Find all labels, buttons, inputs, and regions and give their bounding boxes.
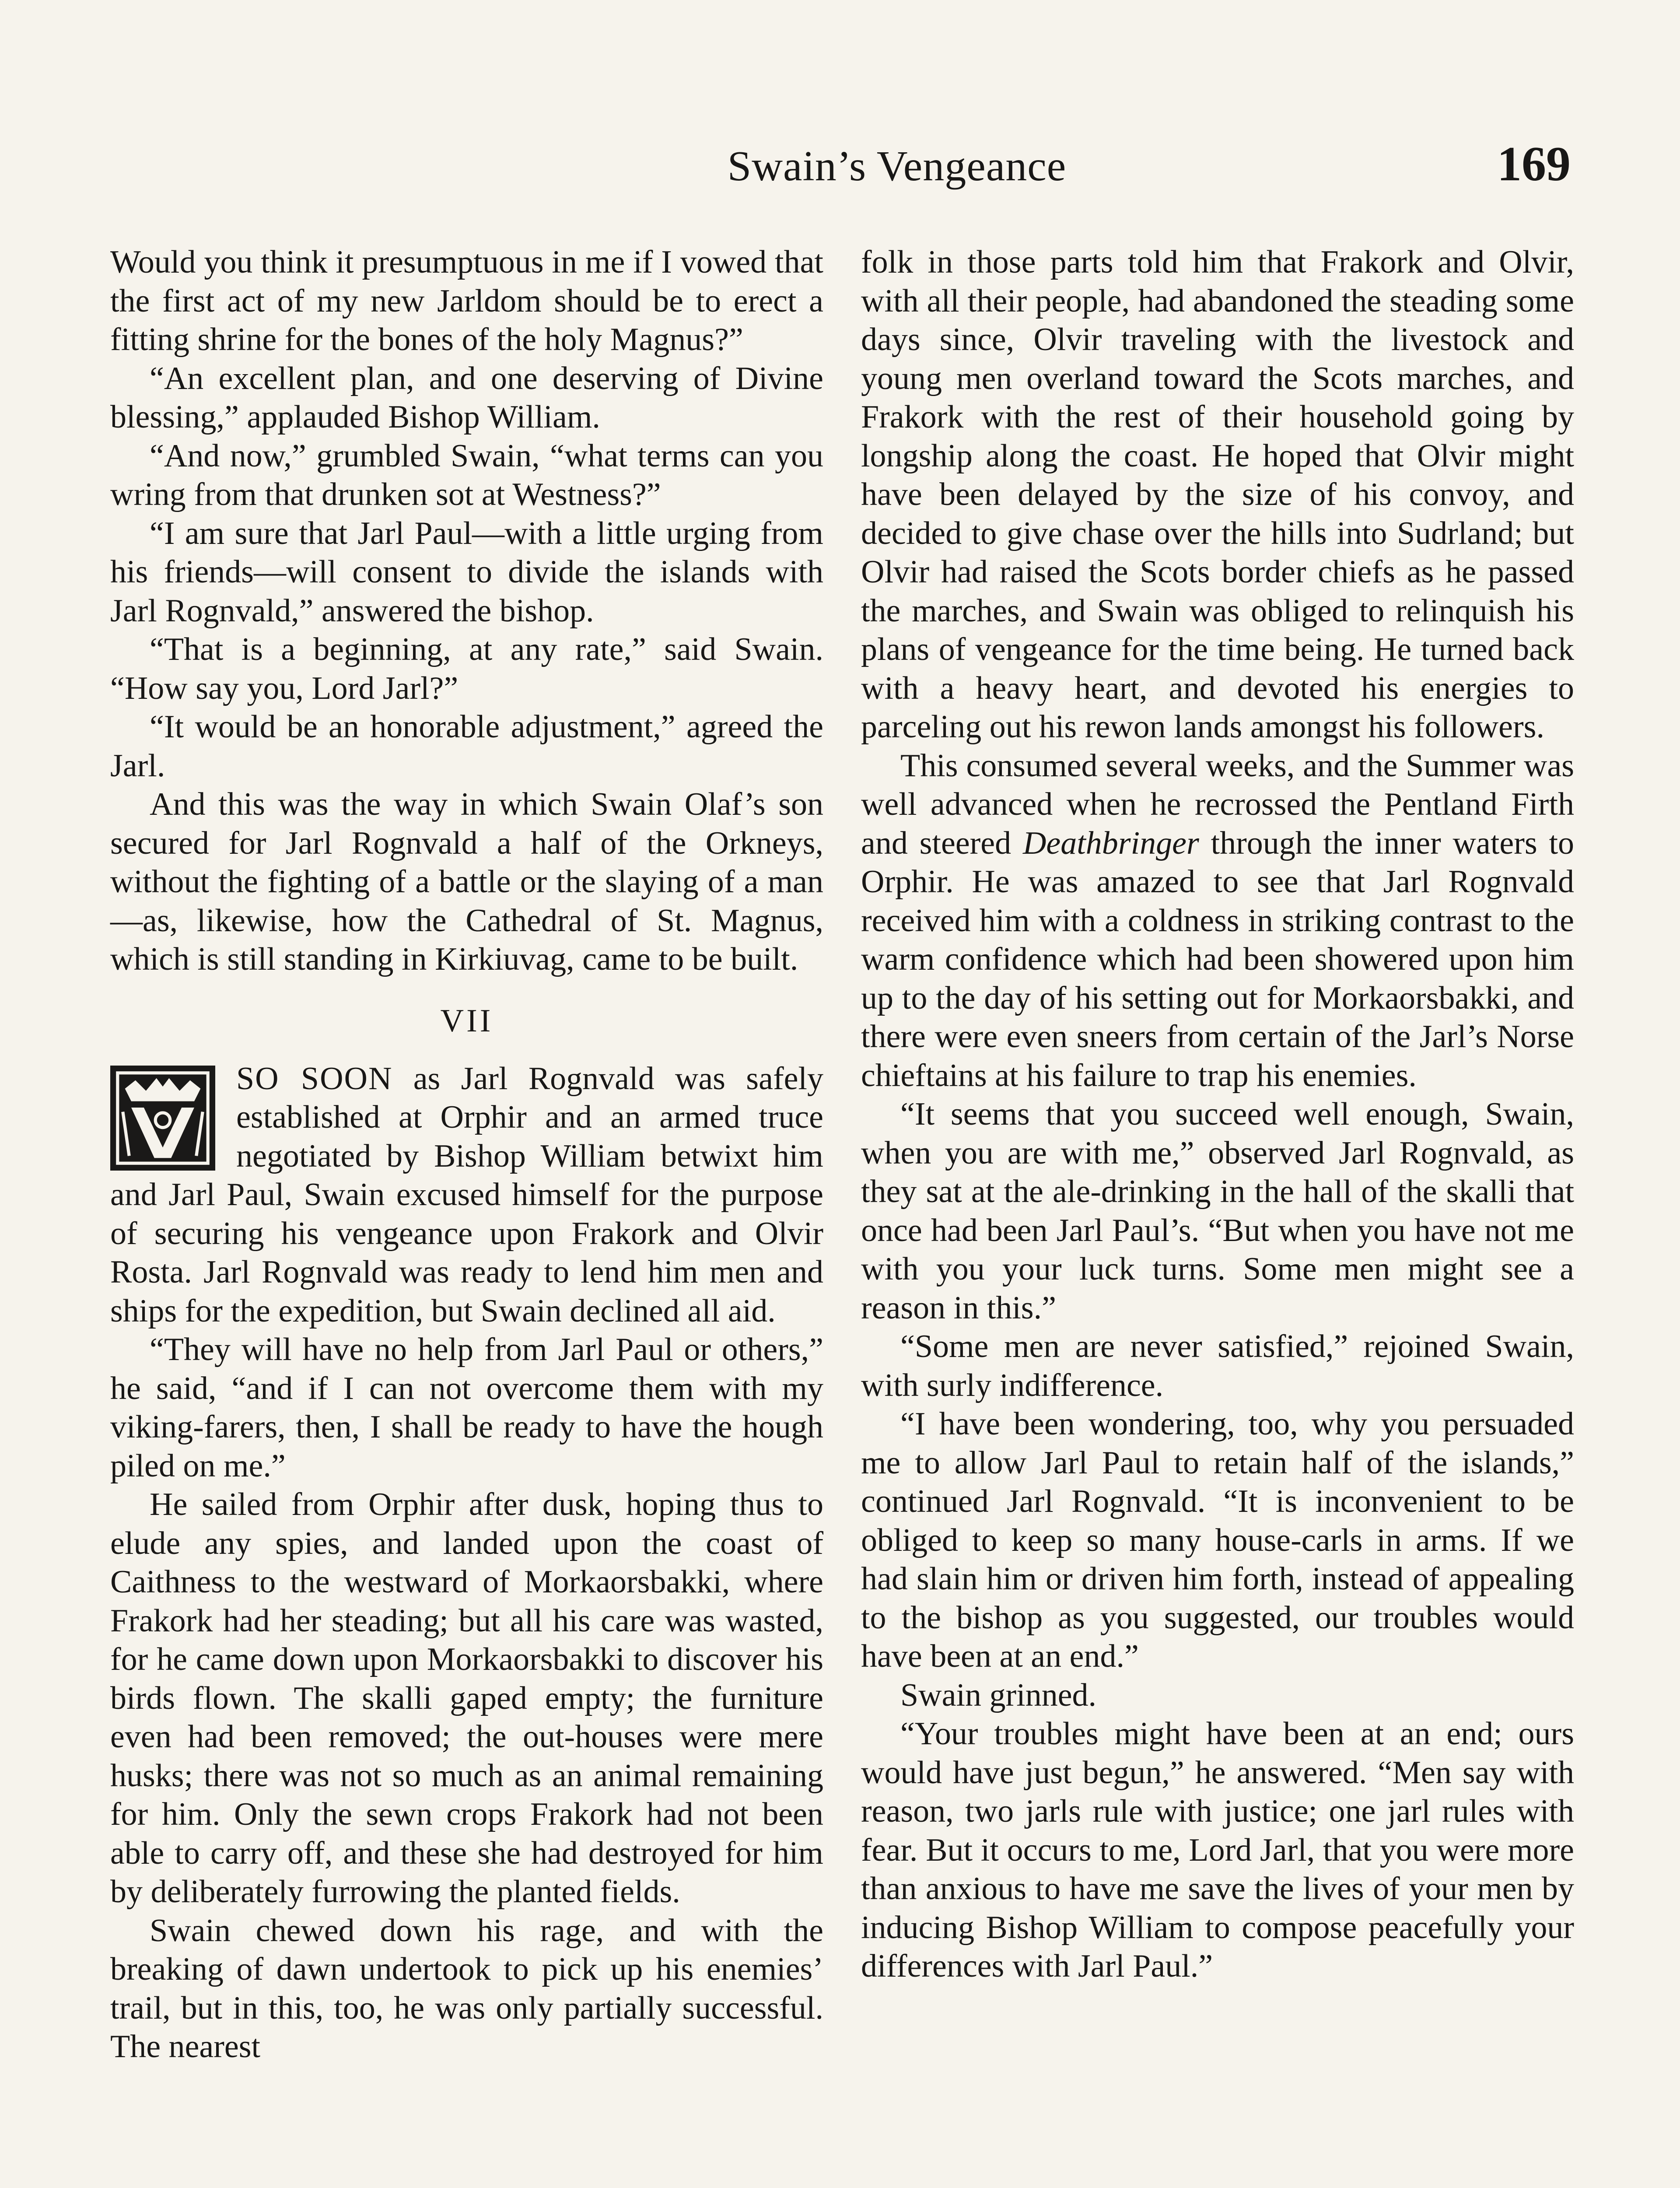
paragraph: “Your troubles might have been at an end; ours would have just begun,” he answered. “Men say with reason, two jarls rule with justice; one jarl rules with fear. But it occurs to me, Lord Jarl, that you were more than anxious to have me save the lives of your men by inducing Bishop William to compose peacefully your differences with Jarl Paul.” [861, 1716, 1574, 1984]
paragraph: “I have been wondering, too, why you persuaded me to allow Jarl Paul to retain half of the islands,” continued Jarl Rognvald. “It is inconvenient to be obliged to keep so many house-carls in arms. If we had slain him or driven him forth, instead of appealing to the bishop as you suggested, our troubles would have been at an end.” [861, 1406, 1574, 1674]
paragraph: “It seems that you succeed well enough, Swain, when you are with me,” observed Jarl Rognvald, as they sat at the ale-drinking in the hall of the skalli that once had been Jarl Paul’s. “But when you have not me with you your luck turns. Some men might see a reason in this.” [861, 1096, 1574, 1326]
paragraph: And this was the way in which Swain Olaf’s son secured for Jarl Rognvald a half of the Orkneys, without the fighting of a battle or the slaying of a man—as, likewise, how the Cathedral of St. Magnus, which is still standing in Kirkiuvag, came to be built. [110, 786, 823, 977]
section-lead-paragraph [110, 1059, 823, 1331]
paragraph: “An excellent plan, and one deserving of Divine blessing,” applauded Bishop William. [110, 360, 823, 435]
paragraph: Swain grinned. [900, 1677, 1097, 1713]
right-column [861, 243, 1574, 1986]
paragraph-text: through the inner waters to Orphir. He was amazed to see that Jarl Rognvald received him with a coldness in striking contrast to the warm confidence which had been showered upon him up to the day of his setting out for Morkaorsbakki, and there were even sneers from certain of the Jarl’s Norse chieftains at his failure to trap his enemies. [861, 825, 1575, 1094]
paragraph: Swain chewed down his rage, and with the breaking of dawn undertook to pick up his enemies’ trail, but in this, too, he was only partially successful. The nearest [110, 1912, 823, 2065]
page-number: 169 [1497, 137, 1571, 191]
running-head [109, 136, 1571, 197]
paragraph-text: This consumed several weeks, and the Summer was well advanced when he recrossed the Pentland Firth and steered [861, 747, 1574, 861]
lead-paragraph-text: as Jarl Rognvald was safely established at Orphir and an armed truce negotiated by Bishop William betwixt him and Jarl Paul, Swain excused himself for the purpose of securing his vengeance upon Frakork and Olvir Rosta. Jarl Rognvald was ready to lend him men and ships for the expedition, but Swain declined all aid. [110, 1060, 823, 1329]
decorative-initial-icon [110, 1066, 215, 1171]
lead-words: SO SOON [236, 1060, 393, 1097]
section-heading: VII [440, 1003, 494, 1039]
paragraph: He sailed from Orphir after dusk, hoping thus to elude any spies, and landed upon the coast of Caithness to the westward of Morkaorsbakki, where Frakork had her steading; but all his care was wasted, for he came down upon Morkaorsbakki to discover his birds flown. The skalli gaped empty; the furniture even had been removed; the out-houses were mere husks; there was not so much as an animal remaining for him. Only the sewn crops Frakork had not been able to carry off, and these she had destroyed for him by deliberately furrowing the planted fields. [110, 1487, 823, 1910]
paragraph: “It would be an honorable adjustment,” agreed the Jarl. [110, 709, 823, 784]
paragraph: Would you think it presumptuous in me if I vowed that the first act of my new Jarldom should be to erect a fitting shrine for the bones of the holy Magnus?” [110, 244, 823, 358]
paragraph: “I am sure that Jarl Paul—with a little urging from his friends—will consent to divide the islands with Jarl Rognvald,” answered the bishop. [110, 515, 823, 629]
paragraph: “That is a beginning, at any rate,” said Swain. “How say you, Lord Jarl?” [110, 631, 823, 706]
paragraph [861, 747, 1574, 1095]
paragraph: “And now,” grumbled Swain, “what terms can you wring from that drunken sot at Westness?” [110, 438, 823, 512]
running-title: Swain’s Vengeance [727, 143, 1067, 190]
paragraph: folk in those parts told him that Frakork and Olvir, with all their people, had abandoned the steading some days since, Olvir traveling with the livestock and young men overland toward the Scots marches, and Frakork with the rest of their household going by longship along the coast. He hoped that Olvir might have been delayed by the size of his convoy, and decided to give chase over the hills into Sudrland; but Olvir had raised the Scots border chiefs as he passed the marches, and Swain was obliged to relinquish his plans of vengeance for the time being. He turned back with a heavy heart, and devoted his energies to parceling out his rewon lands amongst his followers. [861, 244, 1574, 745]
paragraph: “Some men are never satisfied,” rejoined Swain, with surly indifference. [861, 1329, 1574, 1403]
left-column [110, 243, 823, 2066]
paragraph: “They will have no help from Jarl Paul or others,” he said, “and if I can not overcome them with my viking-farers, then, I shall be ready to have the hough piled on me.” [110, 1332, 823, 1484]
ship-name: Deathbringer [1022, 825, 1199, 861]
